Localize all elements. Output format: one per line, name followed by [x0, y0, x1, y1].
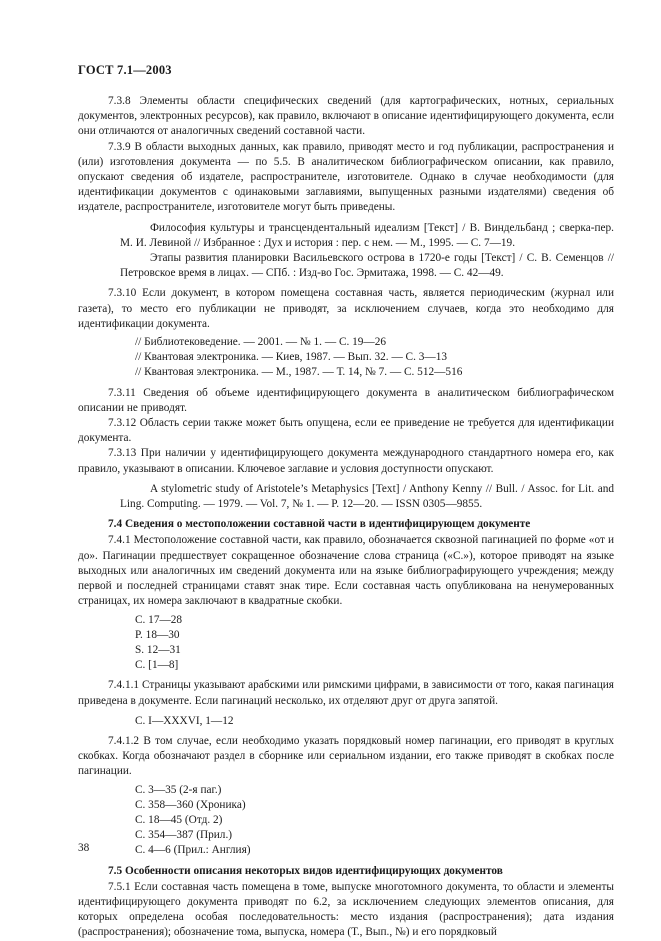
example-7-3-9-a: Философия культуры и трансцендентальный идеализм [Текст] / В. Виндельбанд ; сверка-пер. М. И. Левиной // Избранное : Дух и история : пер. с нем. — М., 1995. — С. 7—19. [120, 221, 614, 249]
list-item: С. 358—360 (Хроника) [135, 798, 246, 811]
list-item: P. 18—30 [135, 628, 180, 641]
periodicals-example-list [135, 335, 614, 381]
pages-example-list [135, 613, 614, 674]
list-item: // Квантовая электроника. — М., 1987. — Т. 14, № 7. — С. 512—516 [135, 366, 463, 379]
example-7-3-9-b: Этапы развития планировки Васильевского острова в 1720-е годы [Текст] / С. В. Семенцов // Петровское время в лицах. — СПб. : Изд-во Гос. Эрмитажа, 1998. — С. 42—49. [120, 252, 614, 280]
page-body [78, 94, 614, 941]
example-7-4-1-1: С. I—XXXVI, 1—12 [135, 714, 234, 727]
paragraph-7-3-10: 7.3.10 Если документ, в котором помещена составная часть, является периодическим (журнал или газета), то место его публикации не приводят, за исключением случаев, когда это необходимо для идентификации документа. [78, 287, 614, 330]
list-item: С. 4—6 (Прил.: Англия) [135, 844, 251, 857]
paragraph-7-4-1-2: 7.4.1.2 В том случае, если необходимо указать порядковый номер пагинации, его приводят в круглых скобках. Когда обозначают раздел в сборнике или сериальном издании, его также приводят в скобках после пагинации. [78, 734, 614, 778]
paragraph-7-3-8: 7.3.8 Элементы области специфических сведений (для картографических, нотных, сериальных документов, электронных ресурсов), как правило, включают в описание идентифицирующего документа, если они отличаются от аналогичных сведений составной части. [78, 95, 614, 138]
paragraph-7-4-1: 7.4.1 Местоположение составной части, как правило, обозначается сквозной пагинацией по форме «от и до». Пагинации предшествует сокращенное обозначение слова страница («С.»), которое приводят на языке выходных или аналогичных им сведений документа или на языке библиографирующего учреждения; между первой и последней страницами ставят знак тире. Если составная часть опубликована на ненумерованных страницах, их номера заключают в квадратные скобки. [78, 534, 614, 608]
list-item: С. 17—28 [135, 613, 183, 626]
paragraph-7-3-13: 7.3.13 При наличии у идентифицирующего документа международного стандартного номера его, как правило, указывают в описании. Ключевое заглавие и условия доступности опускают. [78, 447, 614, 475]
section-heading-7-5: 7.5 Особенности описания некоторых видов идентифицирующих документов [108, 864, 503, 877]
page-number: 38 [78, 842, 90, 854]
list-item: С. 354—387 (Прил.) [135, 829, 233, 842]
paragraph-7-3-12: 7.3.12 Область серии также может быть опущена, если ее приведение не требуется для идентификации документа. [78, 417, 614, 445]
paragraph-7-3-9: 7.3.9 В области выходных данных, как правило, приводят место и год публикации, распространения и (или) изготовления документа — по 5.5. В аналитическом библиографическом описании, как правило, опускают сведения об издателе, распространителе, изготовителе. Однако в случае необходимости (для идентификации документов с одинаковыми заглавиями, выпущенных разными издателями) сведения об издателе, распространителе, изготовителе могут быть приведены. [78, 140, 614, 214]
paragraph-7-5-1: 7.5.1 Если составная часть помещена в томе, выпуске многотомного документа, то области и элементы идентифицирующего документа приводят по 6.2, за исключением следующих элементов описания, для которых определена особая последовательность: место издания (распространения); дата издания (распространения); обозначение тома, выпуска, номера (Т., Вып., №) и его порядковый [78, 880, 614, 939]
list-item: С. [1—8] [135, 659, 179, 672]
example-7-3-13: A stylometric study of Aristotele’s Metaphysics [Text] / Anthony Kenny // Bull. / Assoc. for Lit. and Ling. Computing. — 1979. — Vol. 7, № 1. — P. 12—20. — ISSN 0305—9855. [120, 482, 614, 511]
list-item: // Квантовая электроника. — Киев, 1987. — Вып. 32. — С. 3—13 [135, 351, 447, 364]
list-item: // Библиотековедение. — 2001. — № 1. — С. 19—26 [135, 336, 387, 349]
paragraph-7-4-1-1: 7.4.1.1 Страницы указывают арабскими или римскими цифрами, в зависимости от того, какая пагинация приведена в документе. Если пагинаций несколько, их отделяют друг от друга запятой. [78, 679, 614, 707]
list-item: С. 3—35 (2-я паг.) [135, 783, 222, 796]
list-item: С. 18—45 (Отд. 2) [135, 813, 223, 826]
numbered-pagination-example-list [135, 783, 614, 859]
paragraph-7-3-11: 7.3.11 Сведения об объеме идентифицирующего документа в аналитическом библиографическом описании не приводят. [78, 386, 614, 414]
section-heading-7-4: 7.4 Сведения о местоположении составной части в идентифицирующем документе [108, 518, 531, 531]
list-item: S. 12—31 [135, 643, 181, 656]
page-header: ГОСТ 7.1—2003 [78, 63, 172, 77]
